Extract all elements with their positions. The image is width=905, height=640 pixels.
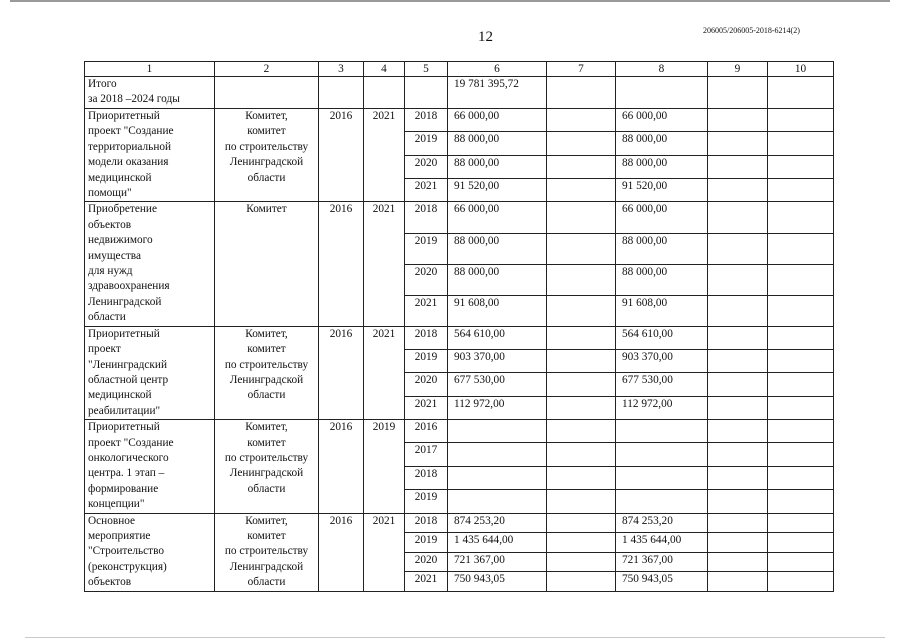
col9-cell bbox=[708, 443, 768, 466]
col7-cell bbox=[547, 326, 616, 349]
activity-name-line: "Строительство bbox=[88, 545, 165, 558]
col10-cell bbox=[768, 513, 834, 533]
col9-cell bbox=[708, 552, 768, 572]
col9-cell bbox=[708, 155, 768, 178]
col10-cell bbox=[768, 202, 834, 233]
executor-line: Ленинградской bbox=[229, 373, 304, 386]
year-cell: 2018 bbox=[405, 326, 448, 349]
amount-col6: 88 000,00 bbox=[448, 233, 547, 264]
col9-cell bbox=[708, 109, 768, 132]
col10-cell bbox=[768, 373, 834, 396]
amount-col6: 66 000,00 bbox=[448, 202, 547, 233]
activity-name-line: Приоритетный bbox=[88, 327, 160, 340]
amount-col8: 88 000,00 bbox=[616, 132, 708, 155]
end-year: 2021 bbox=[364, 109, 405, 202]
year-cell: 2018 bbox=[405, 513, 448, 533]
amount-col6: 66 000,00 bbox=[448, 109, 547, 132]
activity-name-line: для нужд bbox=[88, 265, 133, 278]
year-cell: 2018 bbox=[405, 466, 448, 489]
amount-col6: 112 972,00 bbox=[448, 396, 547, 419]
table-row bbox=[85, 326, 834, 349]
col7-cell bbox=[547, 350, 616, 373]
header-cell: 2 bbox=[215, 62, 319, 77]
col10-cell bbox=[768, 179, 834, 202]
activity-name-line: Ленинградской bbox=[88, 295, 162, 308]
activity-name-line: реабилитации" bbox=[88, 404, 161, 417]
amount-col8: 564 610,00 bbox=[616, 326, 708, 349]
col7-cell bbox=[547, 443, 616, 466]
amount-col6 bbox=[448, 466, 547, 489]
col7-cell bbox=[547, 490, 616, 513]
amount-col6 bbox=[448, 420, 547, 443]
amount-col8: 88 000,00 bbox=[616, 264, 708, 295]
header-cell: 6 bbox=[448, 62, 547, 77]
col10-cell bbox=[768, 396, 834, 419]
amount-col6: 91 608,00 bbox=[448, 295, 547, 326]
col10-cell bbox=[768, 109, 834, 132]
activity-name-line: помощи" bbox=[88, 187, 132, 200]
amount-col8: 88 000,00 bbox=[616, 233, 708, 264]
executor bbox=[215, 513, 319, 591]
col9-cell bbox=[708, 202, 768, 233]
amount-col8: 66 000,00 bbox=[616, 109, 708, 132]
year-cell: 2021 bbox=[405, 295, 448, 326]
header-cell: 1 bbox=[85, 62, 215, 77]
table-row bbox=[85, 202, 834, 233]
col10-cell bbox=[768, 490, 834, 513]
end-year: 2019 bbox=[364, 420, 405, 513]
amount-col8: 88 000,00 bbox=[616, 155, 708, 178]
activity-name-line: области bbox=[88, 311, 126, 324]
amount-col6: 88 000,00 bbox=[448, 264, 547, 295]
col9-cell bbox=[708, 466, 768, 489]
end-year: 2021 bbox=[364, 513, 405, 591]
year-cell: 2017 bbox=[405, 443, 448, 466]
amount-col6: 903 370,00 bbox=[448, 350, 547, 373]
activity-name-line: концепции" bbox=[88, 498, 145, 511]
activity-name-line: Приоритетный bbox=[88, 421, 160, 434]
activity-name-line: медицинской bbox=[88, 171, 152, 184]
amount-col8 bbox=[616, 443, 708, 466]
program-table bbox=[84, 61, 834, 592]
col10-cell bbox=[768, 552, 834, 572]
start-year: 2016 bbox=[319, 109, 364, 202]
year-cell: 2020 bbox=[405, 552, 448, 572]
year-cell: 2018 bbox=[405, 109, 448, 132]
executor-line: области bbox=[247, 482, 286, 495]
col10-cell bbox=[768, 326, 834, 349]
col7-cell bbox=[547, 466, 616, 489]
activity-name-line: медицинской bbox=[88, 389, 152, 402]
activity-name-line: формирование bbox=[88, 482, 159, 495]
executor-line: Ленинградской bbox=[229, 156, 304, 169]
col7-cell bbox=[547, 533, 616, 553]
total-row bbox=[85, 77, 834, 109]
header-cell: 5 bbox=[405, 62, 448, 77]
col10-cell bbox=[768, 295, 834, 326]
executor-line: комитет bbox=[247, 529, 286, 542]
activity-name-line: территориальной bbox=[88, 140, 172, 153]
activity-name-line: Приобретение bbox=[88, 203, 157, 216]
executor bbox=[215, 109, 319, 202]
executor-line: Комитет, bbox=[245, 514, 288, 527]
activity-name-line: Приоритетный bbox=[88, 110, 160, 122]
activity-name-line: Основное bbox=[88, 514, 136, 527]
col7-cell bbox=[547, 513, 616, 533]
activity-name bbox=[85, 513, 215, 591]
col10-cell bbox=[768, 420, 834, 443]
amount-col8: 112 972,00 bbox=[616, 396, 708, 419]
year-cell: 2019 bbox=[405, 233, 448, 264]
end-year: 2021 bbox=[364, 326, 405, 419]
activity-name bbox=[85, 326, 215, 419]
amount-col8: 677 530,00 bbox=[616, 373, 708, 396]
scan-bottom-edge bbox=[25, 637, 885, 638]
executor-line: Комитет, bbox=[245, 327, 288, 340]
page-number: 12 bbox=[478, 29, 493, 45]
amount-col8: 721 367,00 bbox=[616, 552, 708, 572]
year-cell: 2020 bbox=[405, 264, 448, 295]
activity-name-line: "Ленинградский bbox=[88, 358, 167, 371]
amount-col8: 91 608,00 bbox=[616, 295, 708, 326]
amount-col8: 1 435 644,00 bbox=[616, 533, 708, 553]
col9-cell bbox=[708, 572, 768, 592]
col10-cell bbox=[768, 443, 834, 466]
col9-cell bbox=[708, 490, 768, 513]
activity-name bbox=[85, 202, 215, 326]
col9-cell bbox=[708, 396, 768, 419]
executor-line: комитет bbox=[247, 436, 286, 449]
amount-col6: 564 610,00 bbox=[448, 326, 547, 349]
activity-name-line: (реконструкция) bbox=[88, 560, 167, 573]
amount-col6: 88 000,00 bbox=[448, 155, 547, 178]
amount-col6 bbox=[448, 490, 547, 513]
activity-name bbox=[85, 109, 215, 202]
col9-cell bbox=[708, 179, 768, 202]
activity-name-line: проект "Создание bbox=[88, 436, 174, 449]
col9-cell bbox=[708, 132, 768, 155]
executor-line: Ленинградской bbox=[229, 467, 304, 480]
amount-col8: 874 253,20 bbox=[616, 513, 708, 533]
activity-name-line: объектов bbox=[88, 576, 132, 589]
col7-cell bbox=[547, 109, 616, 132]
year-cell: 2020 bbox=[405, 155, 448, 178]
total-label bbox=[85, 77, 215, 109]
start-year: 2016 bbox=[319, 420, 364, 513]
col7-cell bbox=[547, 373, 616, 396]
header-cell: 8 bbox=[616, 62, 708, 77]
col9-cell bbox=[708, 420, 768, 443]
activity-name-line: центра. 1 этап – bbox=[88, 467, 165, 480]
col10-cell bbox=[768, 155, 834, 178]
col10-cell bbox=[768, 132, 834, 155]
col10-cell bbox=[768, 233, 834, 264]
year-cell: 2018 bbox=[405, 202, 448, 233]
executor-line: Комитет bbox=[246, 203, 287, 216]
amount-col6: 91 520,00 bbox=[448, 179, 547, 202]
executor-line: комитет bbox=[247, 125, 286, 138]
activity-name bbox=[85, 420, 215, 513]
col7-cell bbox=[547, 155, 616, 178]
document-code: 206005/206005-2018-6214(2) bbox=[703, 26, 800, 35]
activity-name-line: проект bbox=[88, 343, 121, 356]
amount-col6 bbox=[448, 443, 547, 466]
header-cell: 3 bbox=[319, 62, 364, 77]
activity-name-line: проект "Создание bbox=[88, 125, 174, 138]
activity-name-line: здравоохранения bbox=[88, 280, 170, 293]
col10-cell bbox=[768, 350, 834, 373]
executor bbox=[215, 326, 319, 419]
total-amount: 19 781 395,72 bbox=[448, 77, 547, 109]
col7-cell bbox=[547, 233, 616, 264]
activity-name-line: модели оказания bbox=[88, 156, 169, 169]
col7-cell bbox=[547, 295, 616, 326]
col9-cell bbox=[708, 533, 768, 553]
col10-cell bbox=[768, 264, 834, 295]
year-cell: 2019 bbox=[405, 350, 448, 373]
end-year: 2021 bbox=[364, 202, 405, 326]
col10-cell bbox=[768, 572, 834, 592]
col7-cell bbox=[547, 552, 616, 572]
amount-col6: 721 367,00 bbox=[448, 552, 547, 572]
table-row bbox=[85, 420, 834, 443]
year-cell: 2016 bbox=[405, 420, 448, 443]
amount-col8 bbox=[616, 420, 708, 443]
executor-line: по строительству bbox=[224, 140, 309, 153]
executor-line: Ленинградской bbox=[229, 560, 304, 573]
amount-col8: 750 943,05 bbox=[616, 572, 708, 592]
executor-line: области bbox=[247, 576, 286, 589]
amount-col6: 88 000,00 bbox=[448, 132, 547, 155]
col7-cell bbox=[547, 179, 616, 202]
header-row bbox=[85, 62, 834, 77]
col9-cell bbox=[708, 264, 768, 295]
year-cell: 2021 bbox=[405, 396, 448, 419]
scan-top-edge bbox=[10, 0, 890, 2]
col9-cell bbox=[708, 233, 768, 264]
header-cell: 7 bbox=[547, 62, 616, 77]
header-cell: 10 bbox=[768, 62, 834, 77]
start-year: 2016 bbox=[319, 326, 364, 419]
executor-line: Комитет, bbox=[245, 110, 288, 122]
col10-cell bbox=[768, 466, 834, 489]
activity-name-line: недвижимого bbox=[88, 234, 153, 247]
amount-col8: 903 370,00 bbox=[616, 350, 708, 373]
executor-line: по строительству bbox=[224, 451, 309, 464]
col10-cell bbox=[768, 533, 834, 553]
amount-col8 bbox=[616, 466, 708, 489]
amount-col6: 874 253,20 bbox=[448, 513, 547, 533]
header-cell: 9 bbox=[708, 62, 768, 77]
executor bbox=[215, 420, 319, 513]
year-cell: 2020 bbox=[405, 373, 448, 396]
col9-cell bbox=[708, 326, 768, 349]
col7-cell bbox=[547, 396, 616, 419]
activity-name-line: онкологического bbox=[88, 451, 169, 464]
year-cell: 2019 bbox=[405, 533, 448, 553]
activity-name-line: областной центр bbox=[88, 373, 169, 386]
amount-col6: 677 530,00 bbox=[448, 373, 547, 396]
executor-line: области bbox=[247, 171, 286, 184]
amount-col6: 1 435 644,00 bbox=[448, 533, 547, 553]
table-row bbox=[85, 513, 834, 533]
year-cell: 2019 bbox=[405, 490, 448, 513]
col7-cell bbox=[547, 264, 616, 295]
activity-name-line: объектов bbox=[88, 218, 132, 231]
executor-line: комитет bbox=[247, 343, 286, 356]
col7-cell bbox=[547, 132, 616, 155]
amount-col6: 750 943,05 bbox=[448, 572, 547, 592]
start-year: 2016 bbox=[319, 513, 364, 591]
amount-col8 bbox=[616, 490, 708, 513]
year-cell: 2019 bbox=[405, 132, 448, 155]
header-cell: 4 bbox=[364, 62, 405, 77]
amount-col8: 91 520,00 bbox=[616, 179, 708, 202]
year-cell: 2021 bbox=[405, 572, 448, 592]
executor-line: по строительству bbox=[224, 358, 309, 371]
executor-line: по строительству bbox=[224, 545, 309, 558]
col9-cell bbox=[708, 350, 768, 373]
total-label-line: Итого bbox=[88, 78, 117, 90]
col7-cell bbox=[547, 202, 616, 233]
table-row bbox=[85, 109, 834, 132]
executor-line: Комитет, bbox=[245, 421, 288, 434]
col7-cell bbox=[547, 572, 616, 592]
col9-cell bbox=[708, 295, 768, 326]
amount-col8: 66 000,00 bbox=[616, 202, 708, 233]
activity-name-line: имущества bbox=[88, 249, 141, 262]
col7-cell bbox=[547, 420, 616, 443]
executor bbox=[215, 202, 319, 326]
col9-cell bbox=[708, 373, 768, 396]
year-cell: 2021 bbox=[405, 179, 448, 202]
total-label-line: за 2018 –2024 годы bbox=[88, 93, 180, 106]
col9-cell bbox=[708, 513, 768, 533]
executor-line: области bbox=[247, 389, 286, 402]
activity-name-line: мероприятие bbox=[88, 529, 151, 542]
start-year: 2016 bbox=[319, 202, 364, 326]
